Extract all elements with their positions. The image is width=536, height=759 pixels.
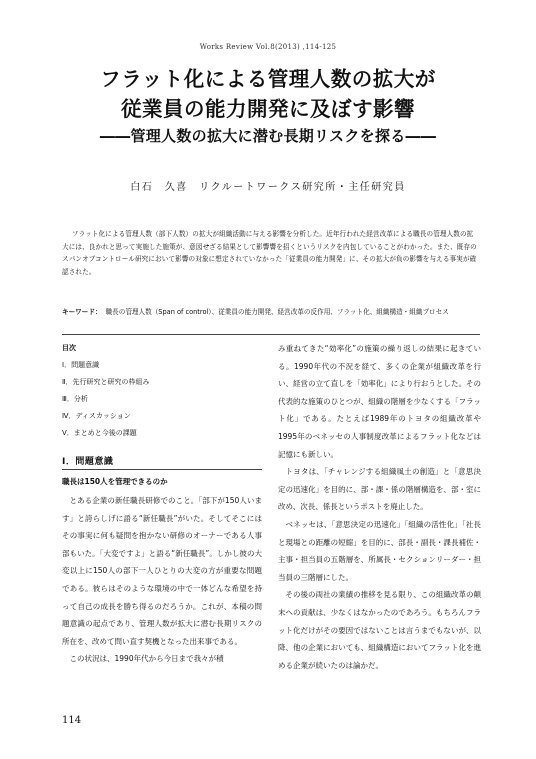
title-line-1: フラット化による管理人数の拡大が [100, 67, 436, 91]
paragraph: み重ねてきた“効率化”の施策の繰り返しの結果に起きている。1990年代の不況を経て、多くの企業が組織改革を行い、経営の立て直しを「効率化」により行おうとした。その代表的な施策のひとつが、組織の階層を少なくする「フラット化」である。たとえば1989年のトヨタの組織改革や1995年のベネッセの人事制度改革によるフラット化などは記憶にも新しい。 [278, 344, 481, 459]
paragraph: この状況は、1990年代から今日まで我々が積 [69, 654, 224, 664]
abstract-divider [62, 334, 480, 335]
section-divider [62, 469, 262, 470]
abstract: フラット化による管理人数（部下人数）の拡大が組織活動に与える影響を分析した。近年行われた経営改革による職長の管理人数の拡大には、良かれと思って実施した施策が、意図せざる結果として影響響を招くというリスクを内包していることがわかった。また、既存のスパンオブコントロール研究において影響の対象に想定されていなかった「従業員の能力開発」に、その拡大が負の影響を与える事実が確認された。 [62, 230, 477, 276]
title-block [0, 64, 536, 148]
section-heading: Ⅰ．問題意識 [62, 457, 114, 467]
paragraph: トヨタは、「チャレンジする組織風土の創造」と「意思決定の迅速化」を目的に、部・課・係の階層構造を、部・室に改め、次長、係長というポストを廃止した。 [278, 467, 481, 512]
keywords [62, 306, 480, 319]
title-line-2: 従業員の能力開発に及ぼす影響 [121, 97, 415, 121]
paragraph: その後の両社の業績の推移を見る限り、この組織改革の顛末への貢献は、少なくはなかったのであろう。もちろんフラット化だけがその要因ではないことは言うまでもないが、以降、他の企業においても、組織構造においてフラット化を進める企業が続いたのは論かだ。 [278, 590, 481, 670]
paragraph: ベネッセは、「意思決定の迅速化」「組織の活性化」「社長と現場との距離の短縮」を目的に、部長・副長・課長補佐・主事・担当員の五階層を、所属長・セクションリーダー・担当員の三階層にした。 [278, 519, 481, 582]
right-body-text [278, 340, 481, 674]
page-number: 114 [62, 715, 82, 726]
toc-item: Ⅳ．ディスカッション [62, 412, 131, 420]
journal-header: Works Review Vol.8(2013) ,114-125 [199, 43, 337, 51]
keywords-text: 職長の管理人数（Span of control）、従業員の能力開発、経営改革の反作用、フラット化、組織構造・組織プロセス [105, 308, 449, 316]
toc-heading: 目次 [62, 344, 76, 352]
author-line: 白石 久喜 リクルートワークス研究所・主任研究員 [130, 182, 406, 193]
toc-item: Ⅰ．問題意識 [62, 361, 100, 369]
subtitle: ――管理人数の拡大に潜む長期リスクを探る―― [99, 127, 437, 145]
left-body-text [62, 492, 262, 668]
table-of-contents [62, 340, 262, 442]
paragraph: とある企業の新任職長研修でのこと。「部下が150人います」と誇らしげに語る“新任職長”がいた。そしてそこにはその事実に何も疑問を抱かない研修のオーナーである人事部もいた。「大変ですよ」と語る“新任職長”。しかし彼の大変以上に150人の部下一人ひとりの大変の方が重要な問題である。彼らはそのような環境の中で一体どんな希望を持って自己の成長を勝ち得るのだろうか。これが、本稿の問題意識の起点であり、管理人数が拡大に潜む長期リスクの所在を、改めて問い直す契機となった出来事である。 [62, 496, 262, 646]
sub-heading: 職長は150人を管理できるのか [62, 477, 168, 486]
left-column-toc [62, 340, 262, 442]
toc-item: Ⅱ．先行研究と研究の枠組み [62, 378, 150, 386]
keywords-label: キーワード： [62, 308, 102, 316]
toc-item: Ⅴ．まとめと今後の課題 [62, 429, 137, 437]
toc-item: Ⅲ．分析 [62, 395, 88, 403]
